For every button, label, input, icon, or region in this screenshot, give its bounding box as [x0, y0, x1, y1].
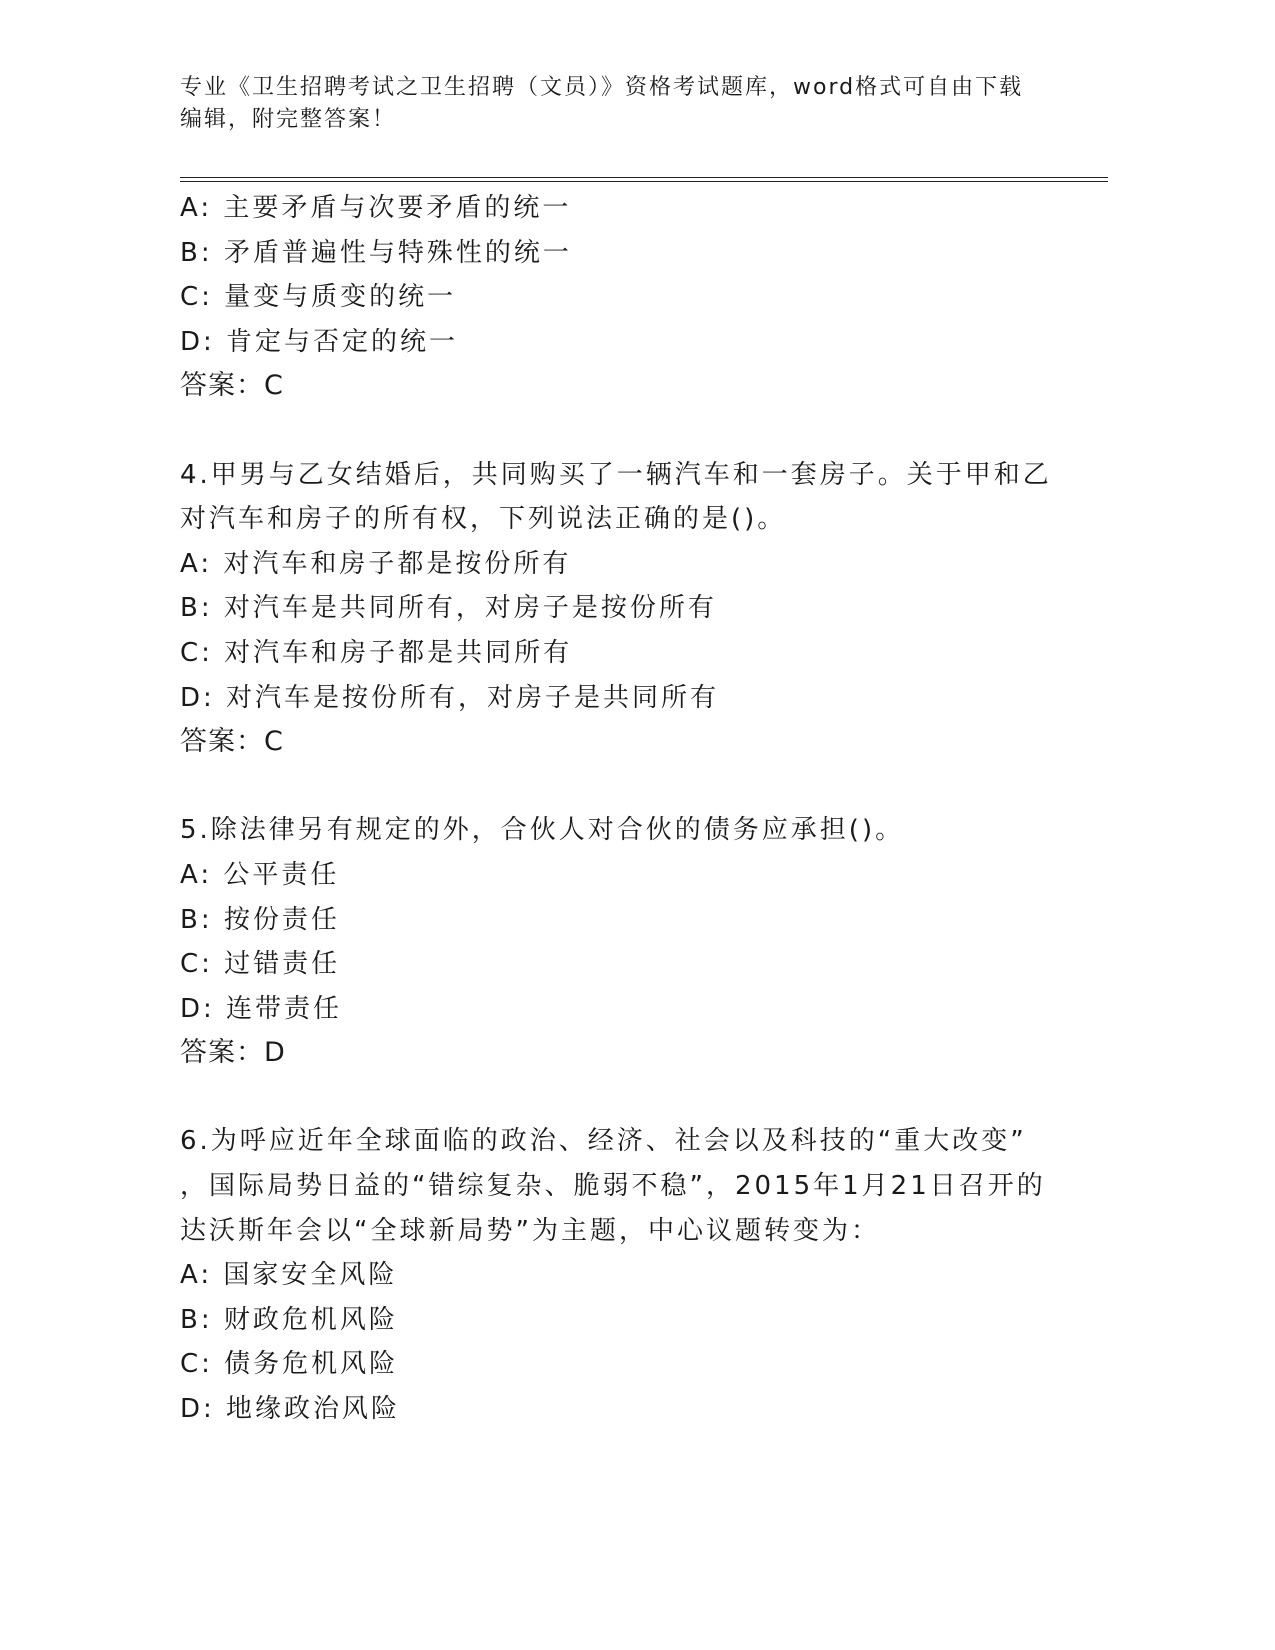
- option-d: D: 肯定与否定的统一: [180, 326, 459, 357]
- question-4: [180, 453, 1100, 765]
- question-3: [180, 186, 1100, 409]
- option-c: C: 量变与质变的统一: [180, 282, 457, 313]
- option-a: A: 公平责任: [180, 859, 340, 890]
- header-line-2: 编辑，附完整答案！: [180, 107, 397, 132]
- answer: 答案：D: [180, 1037, 286, 1069]
- option-c: C: 债务危机风险: [180, 1349, 399, 1380]
- option-c: C: 过错责任: [180, 949, 341, 980]
- question-stem-line: 6.为呼应近年全球面临的政治、经济、社会以及科技的“重大改变”: [180, 1126, 1027, 1157]
- spacer: [180, 409, 1100, 453]
- answer: 答案：C: [180, 726, 284, 758]
- option-b: B: 矛盾普遍性与特殊性的统一: [180, 237, 572, 268]
- spacer: [180, 765, 1100, 809]
- option-d: D: 地缘政治风险: [180, 1394, 401, 1425]
- document-header: [180, 72, 1080, 136]
- option-c: C: 对汽车和房子都是共同所有: [180, 637, 573, 668]
- spacer: [180, 1076, 1100, 1120]
- question-stem-line: ，国际局势日益的“错综复杂、脆弱不稳”，2015年1月21日召开的: [180, 1171, 1046, 1202]
- question-stem-line: 对汽车和房子的所有权，下列说法正确的是()。: [180, 504, 787, 535]
- option-d: D: 对汽车是按份所有，对房子是共同所有: [180, 682, 720, 713]
- option-b: B: 按份责任: [180, 904, 340, 935]
- option-b: B: 财政危机风险: [180, 1304, 398, 1335]
- question-stem-line: 达沃斯年会以“全球新局势”为主题，中心议题转变为：: [180, 1215, 880, 1246]
- question-5: [180, 808, 1100, 1076]
- option-a: A: 主要矛盾与次要矛盾的统一: [180, 193, 572, 223]
- option-a: A: 对汽车和房子都是按份所有: [180, 548, 572, 579]
- header-divider: [180, 177, 1108, 182]
- option-b: B: 对汽车是共同所有，对房子是按份所有: [180, 593, 717, 624]
- answer: 答案：C: [180, 370, 284, 402]
- question-stem-line: 4.甲男与乙女结婚后，共同购买了一辆汽车和一套房子。关于甲和乙: [180, 459, 1052, 490]
- header-line-1: 专业《卫生招聘考试之卫生招聘（文员）》资格考试题库，word格式可自由下载: [180, 75, 1024, 100]
- question-6: [180, 1119, 1100, 1431]
- option-d: D: 连带责任: [180, 993, 343, 1024]
- question-stem-line: 5.除法律另有规定的外，合伙人对合伙的债务应承担()。: [180, 815, 905, 846]
- question-list: [180, 186, 1100, 1432]
- option-a: A: 国家安全风险: [180, 1260, 398, 1291]
